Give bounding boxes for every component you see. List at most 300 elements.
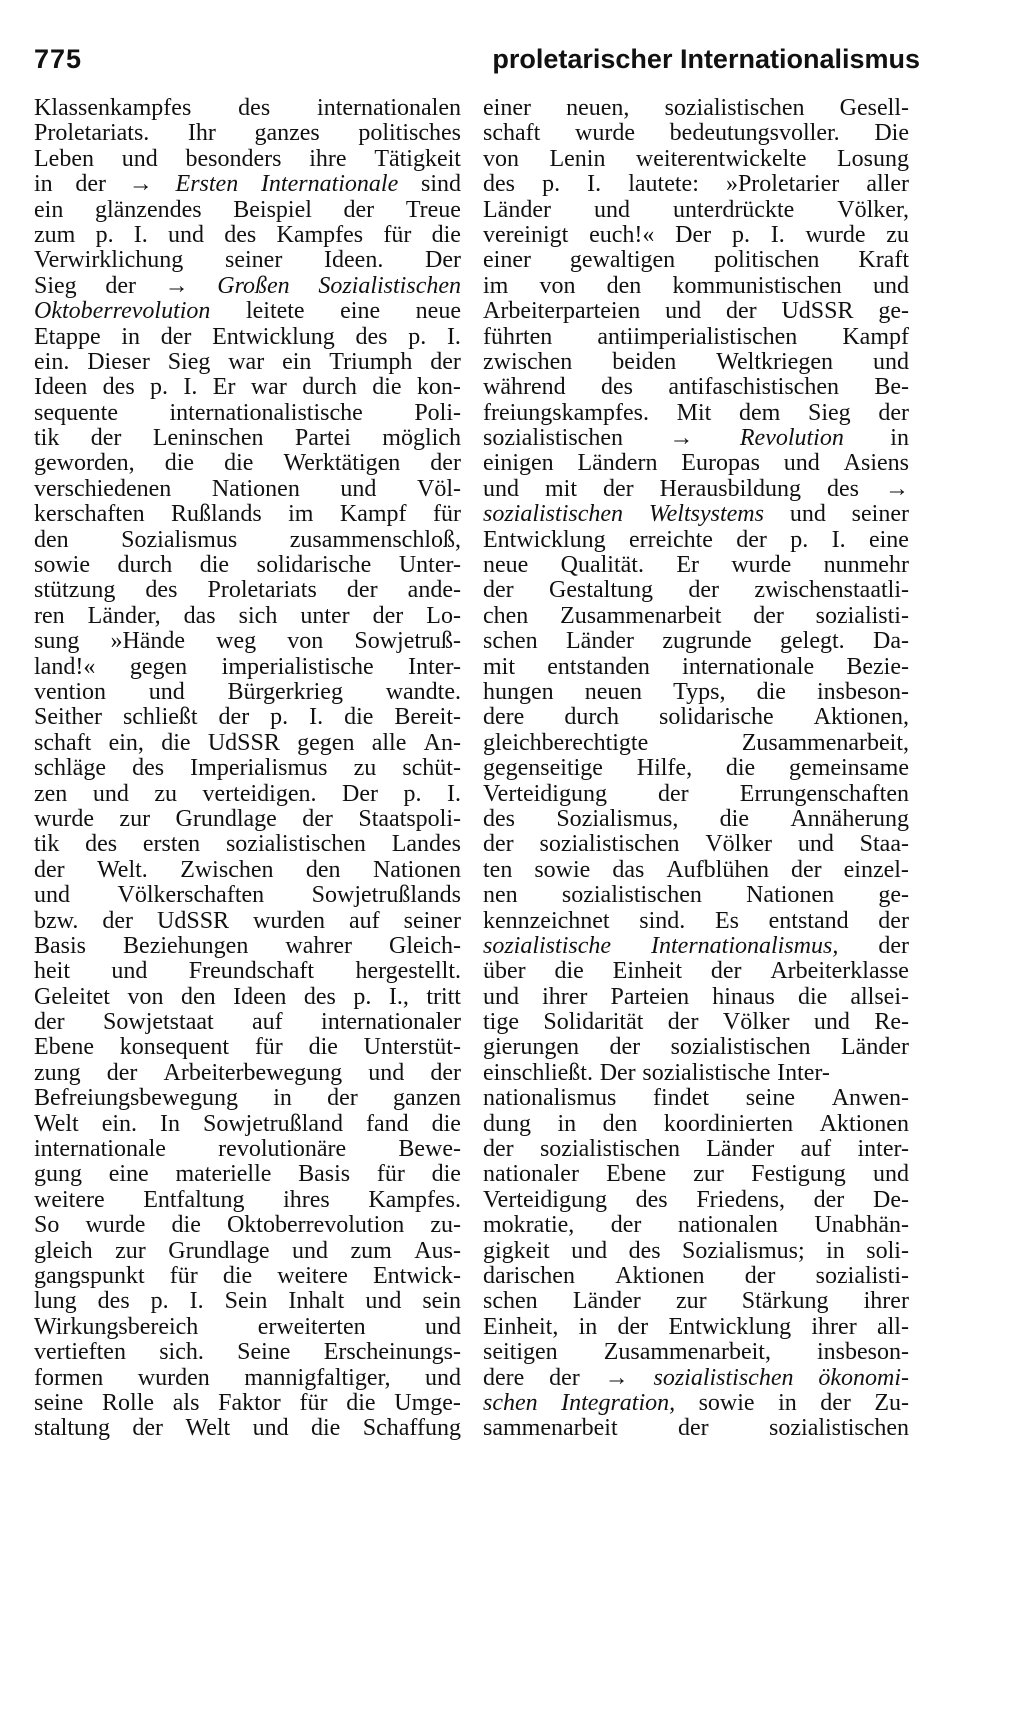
- word: zwischenstaatli-: [754, 577, 909, 604]
- word: gemeinsame: [789, 755, 909, 782]
- word: der: [102, 907, 134, 934]
- word: zur: [115, 1237, 146, 1264]
- word: ihrer: [863, 1288, 909, 1315]
- word: und: [121, 145, 158, 172]
- word: Gleich-: [389, 932, 461, 959]
- word: der: [75, 171, 107, 198]
- word: land!«: [34, 653, 96, 680]
- word: im: [483, 272, 509, 299]
- word: I.: [183, 374, 198, 401]
- word: wurde: [731, 552, 792, 579]
- word: hungen: [483, 678, 554, 705]
- word: Anwen-: [831, 1085, 909, 1112]
- text-line: [483, 426, 909, 451]
- word: der: [744, 1262, 776, 1289]
- word: neuen: [584, 678, 643, 705]
- word: lautete:: [628, 171, 699, 198]
- cross-reference-word: ökonomi-: [818, 1364, 909, 1391]
- word: internationalistische: [169, 399, 363, 426]
- word: Völ-: [416, 475, 461, 502]
- text-line: [483, 325, 909, 350]
- word: schläge: [34, 755, 106, 782]
- word: die: [311, 1415, 341, 1442]
- word: in: [826, 1237, 845, 1264]
- word: Bewe-: [398, 1136, 461, 1163]
- word: Ebene: [606, 1161, 667, 1188]
- word: So: [34, 1212, 60, 1239]
- word: internationalen: [317, 95, 461, 121]
- word: die: [171, 1212, 201, 1239]
- word: p.: [790, 526, 809, 553]
- text-line: [34, 1010, 461, 1035]
- word: sozialistischen: [670, 1034, 811, 1061]
- word: und: [252, 1415, 289, 1442]
- text-line: [483, 680, 909, 705]
- word: zwischen: [483, 348, 573, 375]
- word: Welt: [185, 1415, 231, 1442]
- word: dem: [738, 399, 781, 426]
- text-line: [34, 832, 461, 857]
- word: Re-: [874, 1009, 909, 1036]
- word: tige: [483, 1009, 519, 1036]
- word: zung: [34, 1059, 81, 1086]
- word: Völker: [722, 1009, 790, 1036]
- word: Aktionen: [615, 1262, 705, 1289]
- text-line: [34, 1391, 461, 1416]
- word: des: [483, 171, 515, 198]
- word: der: [34, 856, 65, 883]
- text-line: [34, 451, 461, 476]
- word: der: [736, 526, 767, 553]
- word: sein: [422, 1288, 461, 1315]
- cross-reference-word: Integration,: [561, 1389, 676, 1416]
- word: Völker,: [837, 196, 909, 223]
- word: in: [578, 1313, 598, 1340]
- word: den: [34, 526, 69, 553]
- word: von: [539, 272, 576, 299]
- text-line: [483, 959, 909, 984]
- word: Befreiungsbewegung: [34, 1085, 238, 1112]
- word: Grundlage: [168, 1237, 270, 1264]
- word: sozialistischen: [664, 95, 805, 121]
- word: Seine: [237, 1339, 291, 1366]
- word: der: [610, 1212, 642, 1239]
- word: Sieg: [167, 348, 211, 375]
- text-line: [34, 1416, 461, 1441]
- word: sozialisti-: [815, 1262, 909, 1289]
- word: schaft: [34, 729, 92, 756]
- word: De-: [872, 1186, 909, 1213]
- text-line: [483, 1213, 909, 1238]
- word: eine: [868, 526, 909, 553]
- word: wurde: [805, 221, 866, 248]
- text-line: [483, 1416, 909, 1441]
- word: zur: [675, 1288, 707, 1315]
- text-line: [483, 1188, 909, 1213]
- word: von: [483, 145, 519, 172]
- word: Sein: [224, 1288, 268, 1315]
- word: freiungskampfes.: [483, 399, 649, 426]
- word: In: [160, 1110, 181, 1137]
- word: Aus-: [414, 1237, 461, 1264]
- running-head: proletarischer Internationalismus: [492, 44, 920, 74]
- word: insbeson-: [817, 678, 909, 705]
- word: solidarische: [256, 552, 372, 579]
- word: der: [483, 1136, 514, 1163]
- word: nationalen: [677, 1212, 778, 1239]
- word: geworden,: [34, 450, 135, 477]
- word: seiner: [403, 907, 461, 934]
- text-line: [34, 299, 461, 324]
- text-line: [34, 1061, 461, 1086]
- word: Verwirklichung: [34, 247, 184, 274]
- word: der: [878, 932, 909, 959]
- word: I.: [133, 221, 148, 248]
- word: und: [365, 1288, 402, 1315]
- word: und: [148, 678, 185, 705]
- word: gangspunkt: [34, 1262, 145, 1289]
- word: Arbeiterparteien: [483, 298, 641, 325]
- text-line: [483, 807, 909, 832]
- text-line: [483, 553, 909, 578]
- word: seiner: [851, 501, 909, 528]
- word: für: [254, 1034, 283, 1061]
- word: Klassenkampfes: [34, 95, 192, 121]
- word: der: [820, 1389, 851, 1416]
- word: weiterentwickelte: [635, 145, 807, 172]
- word: Asiens: [843, 450, 909, 477]
- word: materielle: [175, 1161, 272, 1188]
- word: chen: [483, 602, 529, 629]
- text-line: [483, 1010, 909, 1035]
- text-line: [483, 909, 909, 934]
- arrow-icon: →: [128, 171, 153, 198]
- word: Aktionen: [819, 1110, 909, 1137]
- word: darischen: [483, 1262, 575, 1289]
- word: Welt: [34, 1110, 79, 1137]
- text-line: [483, 1315, 909, 1340]
- word: Etappe: [34, 323, 101, 350]
- text-line: [483, 375, 909, 400]
- word: p.: [408, 323, 427, 350]
- word: Sozialismus,: [556, 805, 679, 832]
- text-line: [483, 528, 909, 553]
- word: durch: [302, 374, 357, 401]
- word: und: [92, 780, 129, 807]
- word: zu: [353, 755, 377, 782]
- word: internationaler: [321, 1009, 461, 1036]
- word: auf: [252, 1009, 283, 1036]
- word: Verteidigung: [483, 780, 607, 807]
- word: tik: [34, 831, 60, 858]
- word: der: [302, 805, 333, 832]
- word: die: [725, 755, 756, 782]
- word: des: [303, 983, 336, 1010]
- word: Leninschen: [152, 425, 264, 452]
- text-line: [483, 223, 909, 248]
- word: der: [372, 602, 404, 629]
- text-line: [34, 198, 461, 223]
- word: zu-: [430, 1212, 461, 1239]
- word: gegen: [129, 653, 188, 680]
- word: Ihr: [187, 120, 216, 147]
- word: schaft: [483, 120, 541, 147]
- word: in: [34, 171, 53, 198]
- word: Sozialismus;: [682, 1237, 805, 1264]
- word: ande-: [407, 577, 461, 604]
- word: findet: [653, 1085, 709, 1112]
- word: Lo-: [426, 602, 461, 629]
- word: der: [346, 577, 378, 604]
- word: ihrer: [811, 1313, 857, 1340]
- word: Stärkung: [741, 1288, 829, 1315]
- word: gierungen: [483, 1034, 579, 1061]
- word: einer: [483, 95, 531, 121]
- word: stützung: [34, 577, 116, 604]
- text-line: [483, 1391, 909, 1416]
- arrow-icon: →: [884, 475, 909, 502]
- word: von: [127, 983, 164, 1010]
- word: ihrer: [542, 983, 588, 1010]
- word: seitigen: [483, 1339, 558, 1366]
- word: hinaus: [712, 983, 775, 1010]
- word: und: [340, 475, 377, 502]
- word: in: [557, 1110, 577, 1137]
- word: und: [872, 1161, 909, 1188]
- word: sind.: [639, 907, 686, 934]
- word: gelegt.: [780, 628, 845, 655]
- cross-reference-word: sozialistische: [483, 932, 612, 959]
- word: war: [250, 374, 287, 401]
- word: Nationen: [372, 856, 461, 883]
- word: der: [483, 831, 514, 858]
- cross-reference-word: Großen: [217, 272, 290, 299]
- word: weg: [216, 628, 257, 655]
- word: von: [287, 628, 324, 655]
- text-line: [483, 1289, 909, 1314]
- word: einzel-: [843, 856, 909, 883]
- word: Basis: [34, 932, 87, 959]
- text-line: [34, 1162, 461, 1187]
- word: der: [90, 425, 122, 452]
- word: Erscheinungs-: [323, 1339, 461, 1366]
- word: Arbeiterklasse: [770, 958, 909, 985]
- word: gung: [34, 1161, 82, 1188]
- word: erreichte: [629, 526, 713, 553]
- word: kennzeichnet: [483, 907, 610, 934]
- cross-reference-word: Revolution: [739, 425, 844, 452]
- word: und: [424, 1364, 461, 1391]
- word: entstanden: [547, 653, 650, 680]
- word: Treue: [405, 196, 461, 223]
- word: des: [601, 374, 633, 401]
- word: für: [376, 1161, 405, 1188]
- word: p.: [95, 221, 114, 248]
- word: Arbeiterbewegung: [163, 1059, 343, 1086]
- word: Ideen: [233, 983, 287, 1010]
- word: sich: [238, 602, 278, 629]
- word: der: [725, 298, 757, 325]
- word: Entwicklung: [483, 526, 606, 553]
- text-line: [483, 629, 909, 654]
- word: die: [222, 1262, 253, 1289]
- text-line: [34, 172, 461, 197]
- word: die: [372, 374, 402, 401]
- word: die: [164, 450, 195, 477]
- word: Beispiel: [233, 196, 312, 223]
- word: I.,: [388, 983, 409, 1010]
- word: gigkeit: [483, 1237, 550, 1264]
- text-line: [483, 198, 909, 223]
- word: des: [238, 95, 271, 121]
- word: Sowjetruß-: [354, 628, 461, 655]
- word: unterdrückte: [673, 196, 795, 223]
- word: Europas: [681, 450, 760, 477]
- word: Werktätigen: [283, 450, 401, 477]
- text-line: [483, 604, 909, 629]
- text-line: [34, 985, 461, 1010]
- word: Kampf: [842, 323, 909, 350]
- text-line: [483, 477, 909, 502]
- word: Länder: [841, 1034, 909, 1061]
- word: ein.: [101, 1110, 138, 1137]
- word: sozialisti-: [815, 602, 909, 629]
- word: Herausbildung: [659, 475, 801, 502]
- word: Rolle: [102, 1389, 155, 1416]
- word: für: [383, 221, 412, 248]
- word: den: [305, 856, 341, 883]
- cross-reference-word: schen: [483, 1389, 538, 1416]
- word: Annäherung: [790, 805, 909, 832]
- text-line: [34, 731, 461, 756]
- text-line: [34, 325, 461, 350]
- word: tritt: [426, 983, 461, 1010]
- word: Schaffung: [362, 1415, 461, 1442]
- word: der: [343, 196, 375, 223]
- word: kommunistischen: [672, 272, 842, 299]
- text-line: [34, 375, 461, 400]
- word: neue: [483, 552, 529, 579]
- word: Nationen: [211, 475, 300, 502]
- word: p.: [270, 704, 289, 731]
- word: I.: [309, 704, 324, 731]
- word: ihre: [309, 145, 347, 172]
- word: I.: [831, 526, 846, 553]
- word: ten: [483, 856, 513, 883]
- text-line: [34, 655, 461, 680]
- word: der: [609, 1034, 641, 1061]
- word: den: [606, 272, 642, 299]
- word: vertieften: [34, 1339, 126, 1366]
- word: kerschaften: [34, 501, 145, 528]
- word: Poli-: [414, 399, 461, 426]
- word: in: [778, 1389, 797, 1416]
- text-line: [483, 655, 909, 680]
- word: in: [273, 1085, 292, 1112]
- word: des: [483, 805, 515, 832]
- word: verteidigen.: [202, 780, 317, 807]
- text-line: [34, 1035, 461, 1060]
- word: Parteien: [610, 983, 690, 1010]
- text-line: [483, 451, 909, 476]
- word: Grundlage: [175, 805, 277, 832]
- word: die: [554, 958, 584, 985]
- word: heit: [34, 958, 70, 985]
- word: Der: [675, 221, 712, 248]
- word: der: [430, 1059, 461, 1086]
- word: und: [797, 831, 834, 858]
- word: Dieser: [87, 348, 150, 375]
- word: sequente: [34, 399, 118, 426]
- word: nationaler: [483, 1161, 579, 1188]
- word: des: [635, 1186, 668, 1213]
- word: »Hände: [110, 628, 186, 655]
- text-line: [34, 477, 461, 502]
- word: Kampfes: [276, 221, 364, 248]
- word: der: [878, 907, 909, 934]
- word: bedeutungsvoller.: [669, 120, 840, 147]
- word: Verteidigung: [483, 1186, 607, 1213]
- word: unter: [300, 602, 350, 629]
- word: sozialistischen: [769, 1415, 909, 1442]
- word: Oktoberrevolution: [226, 1212, 405, 1239]
- text-line: [34, 782, 461, 807]
- text-line: [483, 1061, 909, 1086]
- word: in: [890, 425, 909, 452]
- word: ein: [282, 348, 312, 375]
- word: besonders: [185, 145, 282, 172]
- text-line: [34, 959, 461, 984]
- text-line: [34, 578, 461, 603]
- text-line: [483, 350, 909, 375]
- word: Staa-: [859, 831, 909, 858]
- word: zur: [119, 805, 151, 832]
- word: Triumph: [329, 348, 413, 375]
- word: des: [145, 577, 178, 604]
- word: Da-: [873, 628, 909, 655]
- text-line: [34, 1366, 461, 1391]
- word: vereinigt: [483, 221, 569, 248]
- word: eine: [108, 1161, 149, 1188]
- word: Sozialismus: [121, 526, 238, 553]
- word: sung: [34, 628, 80, 655]
- word: sind: [420, 171, 461, 198]
- word: und: [872, 348, 909, 375]
- word: ein: [34, 196, 64, 223]
- word: »Proletarier: [725, 171, 840, 198]
- word: für: [432, 501, 461, 528]
- word: Der: [425, 247, 461, 274]
- word: p.: [403, 780, 422, 807]
- word: des: [97, 1288, 130, 1315]
- word: auf: [349, 907, 380, 934]
- cross-reference-word: sozialistischen: [653, 1364, 794, 1391]
- word: Bereit-: [394, 704, 461, 731]
- word: zur: [693, 1161, 724, 1188]
- word: mokratie,: [483, 1212, 575, 1239]
- word: solidarische: [658, 704, 774, 731]
- word: ihres: [283, 1186, 330, 1213]
- word: wurde: [34, 805, 94, 832]
- word: Losung: [836, 145, 909, 172]
- word: all-: [876, 1313, 909, 1340]
- word: der: [160, 323, 192, 350]
- word: der: [34, 1009, 65, 1036]
- word: koordinierten: [663, 1110, 794, 1137]
- word: internationale: [682, 653, 815, 680]
- word: Länder: [572, 1288, 641, 1315]
- word: Aktionen,: [813, 704, 909, 731]
